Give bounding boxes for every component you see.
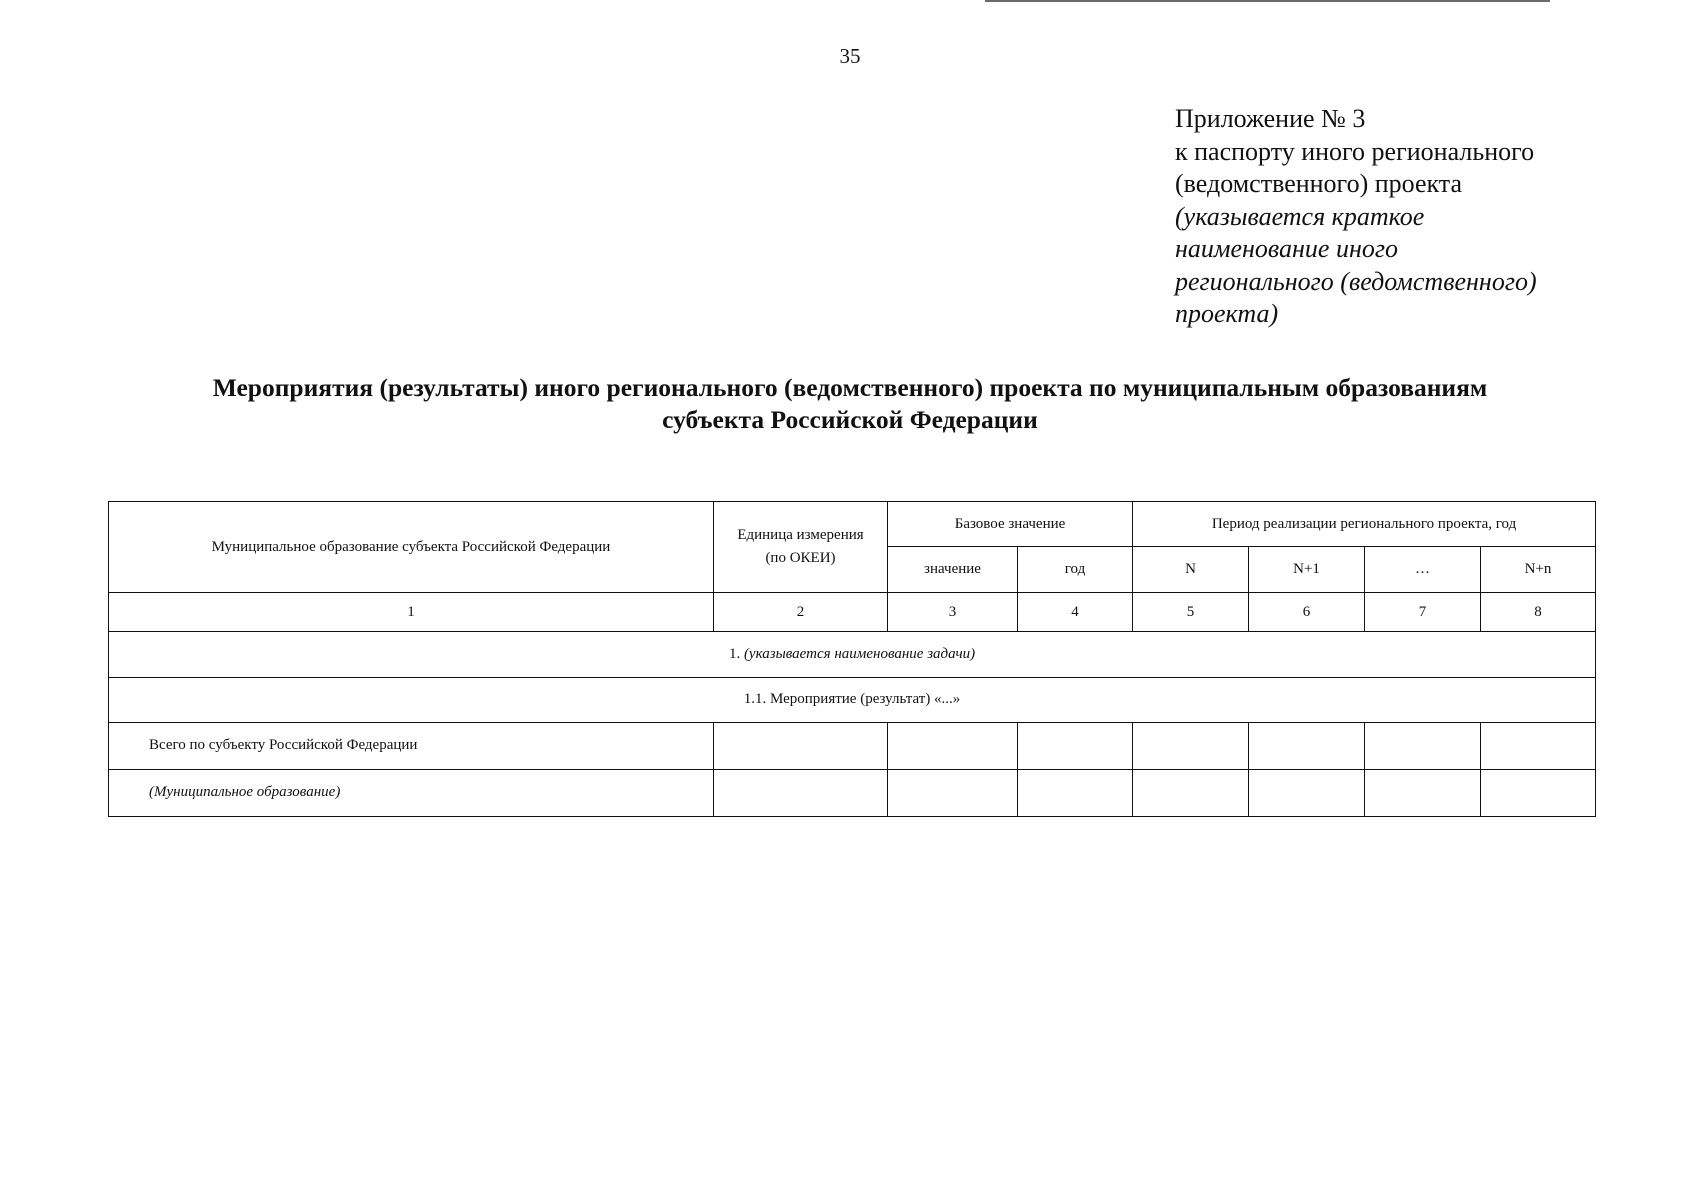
column-number: 6 [1249,593,1365,632]
header-n-plus-n: N+n [1481,547,1596,593]
appendix-note-line: проекта) [1175,299,1279,328]
header-municipality: Муниципальное образование субъекта Российской Федерации [109,502,714,593]
appendix-line: к паспорту иного регионального [1175,136,1535,166]
row-label: (Муниципальное образование) [109,769,714,816]
column-number: 1 [109,593,714,632]
task-cell [109,632,1596,677]
table-cell [714,769,888,816]
task-text: (указывается наименование задачи) [743,645,976,662]
appendix-note-line: (указывается краткое [1175,201,1425,231]
table-row [109,769,1596,816]
appendix-line: Приложение № 3 [1175,104,1366,133]
table-cell [1481,769,1596,816]
table-cell [1133,722,1249,769]
document-title [90,372,1610,436]
task-row [109,632,1596,677]
header-row-1 [109,502,1596,547]
table-cell [714,722,888,769]
column-number: 2 [714,593,888,632]
column-number: 3 [888,593,1018,632]
table-cell [1018,769,1133,816]
top-rule [985,0,1550,2]
header-ellipsis: … [1365,547,1481,593]
table-cell [1365,722,1481,769]
appendix-block [1175,103,1615,331]
header-unit [714,502,888,593]
header-year: год [1018,547,1133,593]
event-row [109,677,1596,722]
title-line-2: субъекта Российской Федерации [662,405,1038,434]
header-base-value: Базовое значение [888,502,1133,547]
table-cell [1133,769,1249,816]
column-number: 7 [1365,593,1481,632]
table-cell [1481,722,1596,769]
row-label: Всего по субъекту Российской Федерации [109,722,714,769]
table-cell [1018,722,1133,769]
appendix-line: (ведомственного) проекта [1175,169,1463,198]
header-period: Период реализации регионального проекта, год [1133,502,1596,547]
column-number-row [109,593,1596,632]
table-cell [888,722,1018,769]
header-unit-line-1: Единица измерения [737,527,864,544]
header-n-plus-1: N+1 [1249,547,1365,593]
title-line-1: Мероприятия (результаты) иного регионального (ведомственного) проекта по муниципальным образованиям [212,373,1488,402]
table-cell [1249,722,1365,769]
measures-table [108,501,1596,817]
table-cell [1365,769,1481,816]
header-unit-line-2: (по ОКЕИ) [765,550,836,567]
appendix-note-line: наименование иного [1175,234,1399,263]
table-cell [1249,769,1365,816]
header-n: N [1133,547,1249,593]
event-cell: 1.1. Мероприятие (результат) «...» [109,677,1596,722]
column-number: 8 [1481,593,1596,632]
appendix-note-line: регионального (ведомственного) [1175,266,1537,296]
page-number: 35 [839,44,861,68]
task-prefix: 1. [728,645,744,662]
table-cell [888,769,1018,816]
column-number: 5 [1133,593,1249,632]
table-row [109,722,1596,769]
column-number: 4 [1018,593,1133,632]
header-value: значение [888,547,1018,593]
